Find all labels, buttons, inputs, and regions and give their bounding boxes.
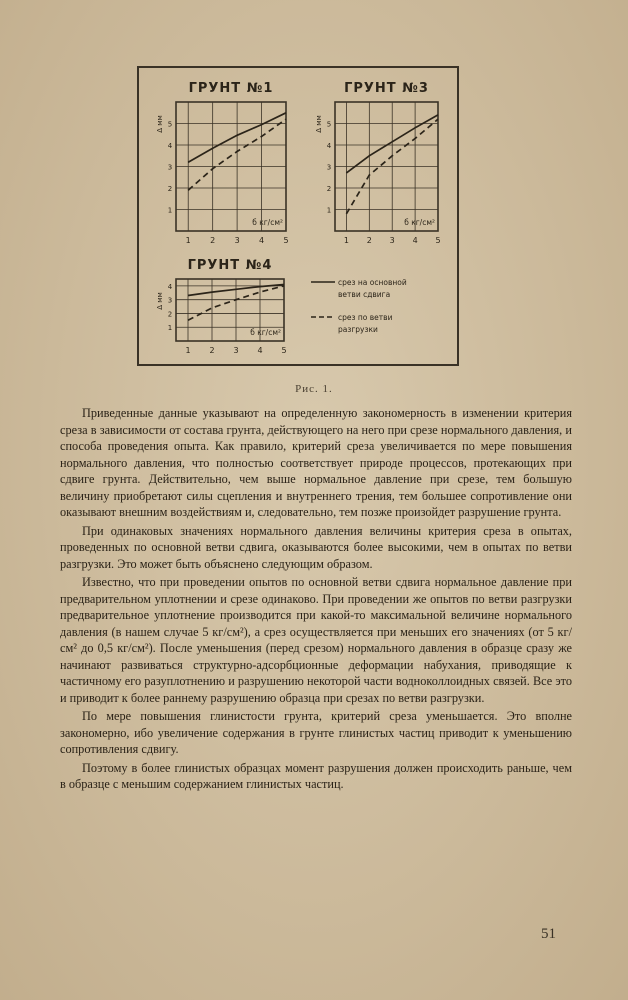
paragraph: Приведенные данные указывают на определенную закономерность в изменении критерия среза в зависимости от состава грунта, действующего на него при срезе нормального давления, и способа проведения опыта. Как правило, критерий среза увеличивается по мере повышения нормального давления, что полностью соответствует природе процессов, протекающих при сдвиге грунта. Действительно, чем выше нормальное давление при срезе, тем большую величину приобретают силы сцепления и внутреннего трения, тем большее сопротивление они оказывают внешним воздействиям и, следовательно, тем позже произойдет разрушение грунта. [60,406,572,519]
x-axis-label: б кг/см² [404,218,435,227]
y-tick-label: 3 [167,163,173,172]
y-axis-label: Δ мм [156,292,164,310]
x-tick-label: 3 [389,236,395,245]
x-tick-label: 3 [234,236,240,245]
y-tick-label: 5 [167,120,173,129]
x-tick-label: 1 [185,236,191,245]
x-axis-label: б кг/см² [252,218,283,227]
x-tick-label: 4 [257,346,263,355]
figure-caption: Рис. 1. [295,383,333,395]
panel-title-3: ГРУНТ №4 [187,258,273,273]
y-axis-label: Δ мм [156,115,164,133]
page-number: 51 [541,926,556,942]
paragraph: Известно, что при проведении опытов по основной ветви сдвига нормальное давление при предварительном уплотнении и срезе одинаково. При проведении же опытов по ветви разгрузки предварительное уплотнение производится при какой-то максимальной величине нормального давления (в нашем случае 5 кг/см²), а срез осуществляется при меньших его значениях (от 5 кг/см² до 0,5 кг/см²). После уменьшения (перед срезом) нормального давления в образце сразу же начинают развиваться структурно-адсорбционные деформации набухания, приводящие к частичному его разуплотнению и разрушению некоторой части водноколлоидных связей. Все это и приводит к более раннему разрушению образца при срезах по ветви разгрузки. [60,575,572,705]
y-tick-label: 1 [326,206,332,215]
x-tick-label: 5 [283,236,289,245]
y-tick-label: 2 [167,185,173,193]
x-tick-label: 1 [343,236,349,245]
x-tick-label: 2 [210,236,216,245]
paragraph: Поэтому в более глинистых образцах момент разрушения должен происходить раньше, чем в образце с меньшим содержанием глинистых частиц. [60,760,572,791]
x-tick-label: 5 [281,346,287,355]
legend-main-label-line2: ветви сдвига [338,290,391,299]
legend-unload-label-line2: разгрузки [338,325,378,334]
paragraph: При одинаковых значениях нормального давления величины критерия среза в опытах, проведенных по основной ветви сдвига, оказываются более высокими, чем в опытах по ветви разгрузки. Это может быть объяснено следующим образом. [60,523,572,571]
legend-unload-label-line1: срез по ветви [338,313,393,322]
x-tick-label: 2 [209,346,215,355]
panel-title-2: ГРУНТ №3 [344,81,429,96]
y-tick-label: 1 [167,324,173,333]
legend-main-label-line1: срез на основной [338,278,407,287]
y-tick-label: 2 [326,185,332,193]
body-text [60,405,572,795]
chart-legend [311,278,407,334]
x-tick-label: 4 [259,236,265,245]
y-axis-label: Δ мм [315,115,323,133]
x-tick-label: 3 [233,346,239,355]
panel-title-1: ГРУНТ №1 [188,81,274,96]
x-tick-label: 1 [185,346,191,355]
x-tick-label: 5 [435,236,441,245]
y-tick-label: 1 [167,206,173,215]
y-tick-label: 2 [167,310,173,319]
y-tick-label: 4 [326,142,332,150]
x-tick-label: 2 [366,236,372,245]
x-tick-label: 4 [412,236,418,245]
y-tick-label: 3 [167,296,173,305]
figure-frame [137,66,459,366]
y-tick-label: 4 [167,282,173,291]
paragraph: По мере повышения глинистости грунта, критерий среза уменьшается. Это вполне закономерно, ибо увеличение содержания в грунте глинистых частиц приводит к уменьшению сопротивления сдвигу. [60,709,572,756]
y-tick-label: 5 [326,120,332,129]
y-tick-label: 4 [167,142,173,150]
x-axis-label: б кг/см² [250,328,281,337]
figure-1 [139,68,457,364]
y-tick-label: 3 [326,163,332,172]
